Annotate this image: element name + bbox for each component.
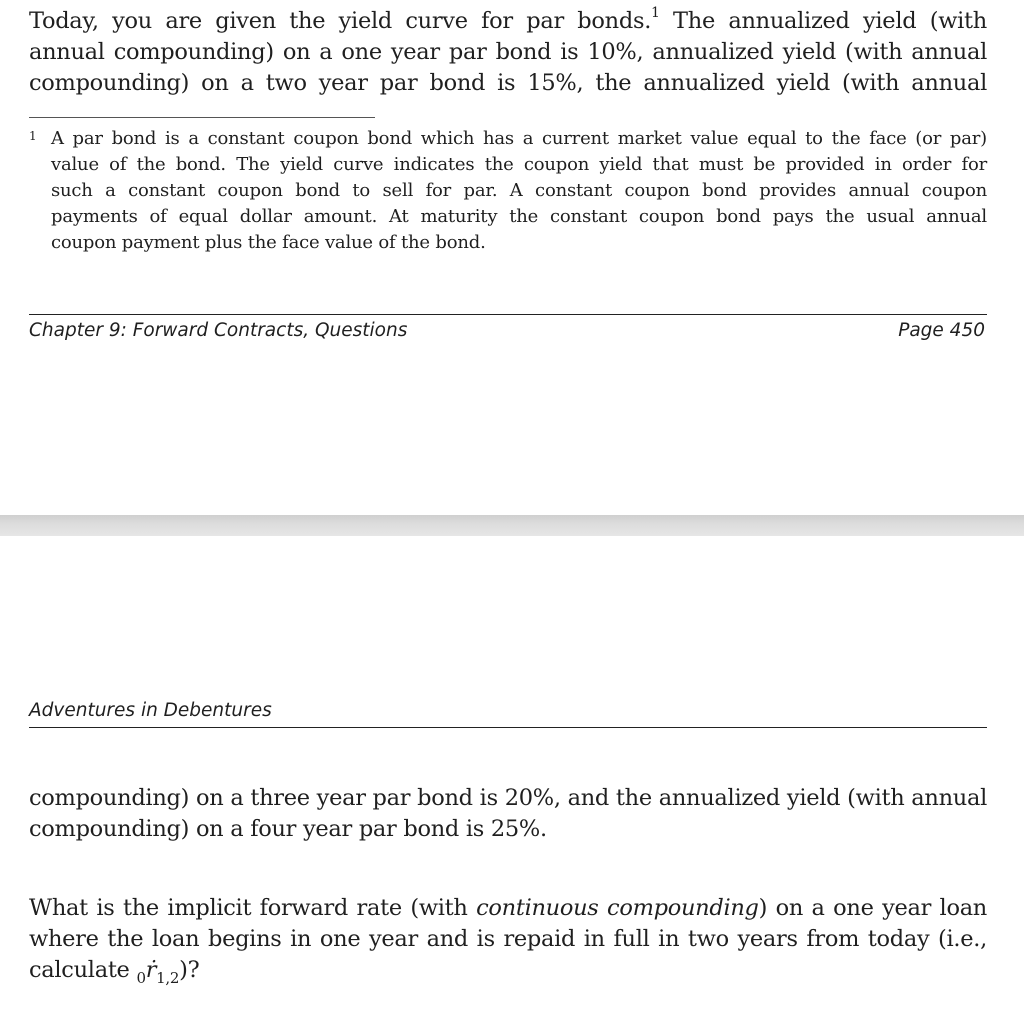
- footnote-line: coupon payment plus the face value of the bond.: [51, 232, 486, 253]
- question-line: calculate $_0$ṙ$_{1,2}$)?: [29, 957, 200, 987]
- book-title: Adventures in Debentures: [29, 700, 272, 721]
- paragraph-line: compounding) on a four year par bond is 25%.: [29, 816, 547, 842]
- footnote-rule: [29, 117, 375, 118]
- running-footer: [29, 314, 987, 345]
- footnote-line: payments of equal dollar amount. At maturity the constant coupon bond pays the usual annual: [51, 206, 987, 227]
- question-paragraph: [29, 893, 987, 988]
- footnote: [29, 126, 987, 256]
- continued-paragraph: [29, 783, 987, 845]
- footnote-reference[interactable]: 1: [651, 5, 660, 21]
- chapter-title: Chapter 9: Forward Contracts, Questions: [29, 320, 408, 341]
- page-number: Page 450: [898, 320, 985, 341]
- forward-rate-symbol: $_0$ṙ$_{1,2}$: [136, 957, 180, 987]
- emphasis: continuous compounding: [476, 895, 759, 921]
- paragraph-line: compounding) on a two year par bond is 15%, the annualized yield (with annual: [29, 70, 987, 96]
- question-line: What is the implicit forward rate (with continuous compounding) on a one year loan: [29, 895, 988, 921]
- footnote-mark: 1: [29, 129, 37, 143]
- paragraph-line: Today, you are given the yield curve for par bonds.$^1$ The annualized yield (with: [29, 5, 987, 34]
- page-separator: [0, 515, 1024, 536]
- intro-paragraph: [29, 6, 987, 99]
- footnote-line: such a constant coupon bond to sell for par. A constant coupon bond provides annual coupon: [51, 180, 987, 201]
- paragraph-line: compounding) on a three year par bond is 20%, and the annualized yield (with annual: [29, 785, 987, 811]
- paragraph-line: annual compounding) on a one year par bond is 10%, annualized yield (with annual: [29, 39, 987, 65]
- footnote-line: A par bond is a constant coupon bond which has a current market value equal to the face (or par): [51, 128, 987, 149]
- running-header: [29, 699, 987, 728]
- footnote-line: value of the bond. The yield curve indicates the coupon yield that must be provided in order for: [51, 154, 987, 175]
- question-line: where the loan begins in one year and is repaid in full in two years from today (i.e.,: [29, 926, 987, 952]
- footnote-body: [51, 126, 987, 256]
